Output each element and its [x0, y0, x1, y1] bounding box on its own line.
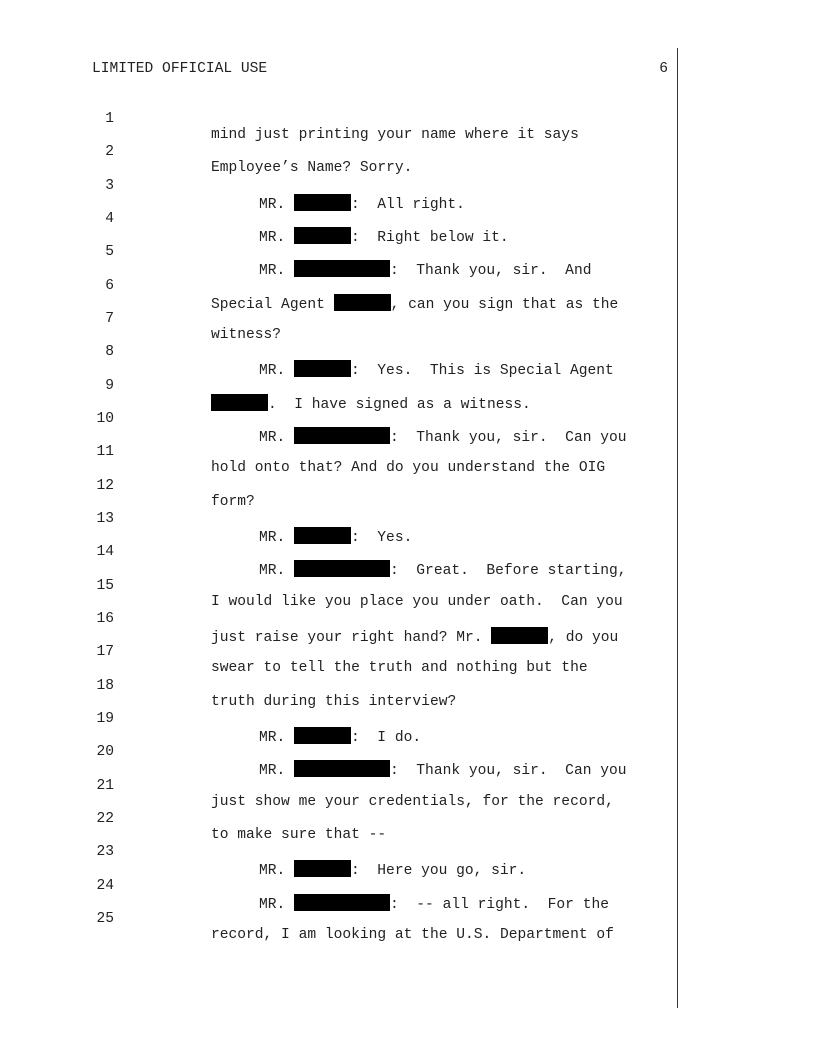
line-number: 22	[96, 811, 114, 827]
line-text: MR. : Thank you, sir. And	[259, 260, 591, 279]
transcript-line	[0, 828, 677, 879]
transcript-line	[0, 695, 677, 746]
line-text: MR. : Yes.	[259, 527, 412, 546]
line-number: 9	[105, 378, 114, 394]
line-text: MR. : Right below it.	[259, 227, 509, 246]
transcript-line	[0, 228, 677, 279]
line-text: to make sure that --	[211, 827, 387, 843]
transcript-line	[0, 428, 677, 476]
line-number: 11	[96, 444, 114, 460]
line-text: MR. : All right.	[259, 194, 465, 213]
line-number: 8	[105, 344, 114, 360]
line-number: 23	[96, 844, 114, 860]
line-number: 6	[105, 278, 114, 294]
line-number: 17	[96, 644, 114, 660]
line-text: MR. : Yes. This is Special Agent	[259, 360, 614, 379]
line-text: MR. : Thank you, sir. Can you	[259, 760, 627, 779]
line-number: 15	[96, 578, 114, 594]
line-text: truth during this interview?	[211, 694, 457, 710]
line-number: 10	[96, 411, 114, 427]
line-number: 1	[105, 111, 114, 127]
line-text: form?	[211, 494, 255, 510]
line-number: 20	[96, 744, 114, 760]
transcript-line	[0, 628, 677, 676]
line-text: MR. : Here you go, sir.	[259, 860, 526, 879]
transcript-line	[0, 362, 677, 413]
line-number: 12	[96, 478, 114, 494]
line-number: 7	[105, 311, 114, 327]
line-text: MR. : Thank you, sir. Can you	[259, 427, 627, 446]
transcript-line	[0, 395, 677, 446]
line-text: Special Agent , can you sign that as the	[211, 294, 618, 313]
line-text: MR. : Great. Before starting,	[259, 560, 627, 579]
transcript-line	[0, 128, 677, 176]
line-text: Employee’s Name? Sorry.	[211, 160, 413, 176]
transcript-line	[0, 295, 677, 343]
line-text: I would like you place you under oath. Can you	[211, 594, 623, 610]
line-text: . I have signed as a witness.	[211, 394, 531, 413]
transcript-line	[0, 162, 677, 213]
transcript-line	[0, 462, 677, 510]
line-text: just show me your credentials, for the record,	[211, 794, 614, 810]
transcript-line	[0, 895, 677, 943]
transcript-line	[0, 862, 677, 913]
transcript-line	[0, 195, 677, 246]
transcript-line	[0, 562, 677, 610]
line-number: 2	[105, 144, 114, 160]
line-text: mind just printing your name where it says	[211, 127, 579, 143]
transcript-line	[0, 328, 677, 379]
line-text: just raise your right hand? Mr. , do you	[211, 627, 618, 646]
line-text: witness?	[211, 327, 282, 343]
transcript-line	[0, 662, 677, 710]
line-text: swear to tell the truth and nothing but the	[211, 660, 588, 676]
line-text: hold onto that? And do you understand the OIG	[211, 460, 606, 476]
line-number: 18	[96, 678, 114, 694]
line-text: record, I am looking at the U.S. Department of	[211, 927, 614, 943]
line-number: 21	[96, 778, 114, 794]
right-margin-rule	[677, 48, 678, 1008]
line-number: 19	[96, 711, 114, 727]
line-text: MR. : -- all right. For the	[259, 894, 609, 913]
transcript-line	[0, 762, 677, 810]
transcript-line	[0, 95, 677, 143]
line-number: 4	[105, 211, 114, 227]
transcript-line	[0, 728, 677, 779]
line-number: 25	[96, 911, 114, 927]
transcript-line	[0, 262, 677, 313]
transcript-line	[0, 528, 677, 579]
page-number: 6	[659, 61, 668, 77]
transcript-line	[0, 495, 677, 546]
line-number: 24	[96, 878, 114, 894]
line-number: 13	[96, 511, 114, 527]
line-number: 5	[105, 244, 114, 260]
line-text: MR. : I do.	[259, 727, 421, 746]
transcript-line	[0, 595, 677, 646]
line-number: 16	[96, 611, 114, 627]
line-number: 14	[96, 544, 114, 560]
line-number: 3	[105, 178, 114, 194]
transcript-line	[0, 795, 677, 843]
classification-header: LIMITED OFFICIAL USE	[92, 61, 268, 77]
